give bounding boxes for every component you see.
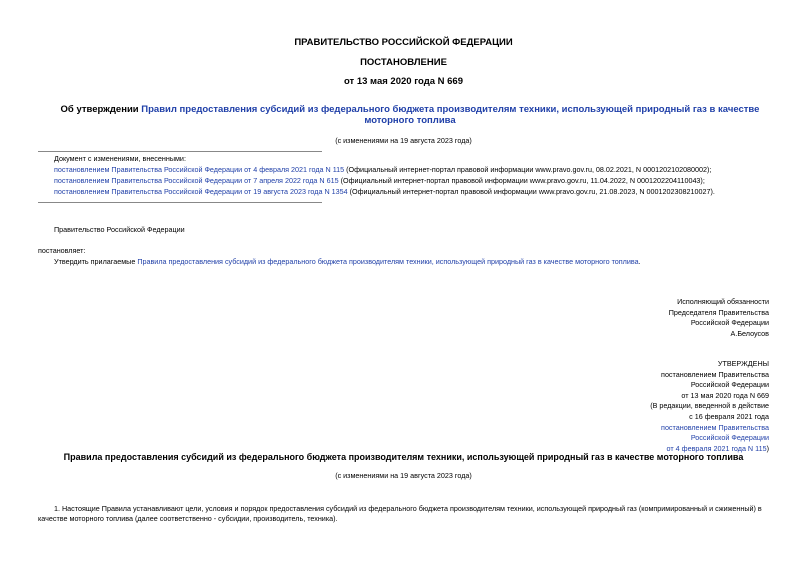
amendment-item — [54, 176, 705, 186]
signature-line: Исполняющий обязанности — [677, 297, 769, 306]
changes-note: (с изменениями на 19 августа 2023 года) — [335, 136, 472, 145]
paragraph-1-line-1: 1. Настоящие Правила устанавливают цели, условия и порядок предоставления субсидий из федерального бюджета производителям техники, использующей природный газ (компримированный и сжиженный) в — [54, 504, 762, 513]
amendment-item — [54, 165, 711, 175]
document-title — [60, 104, 760, 126]
signature-line: Председателя Правительства — [668, 307, 769, 317]
approved-line: от 13 мая 2020 года N 669 — [681, 390, 769, 400]
amendment-source: (Официальный интернет-портал правовой информации www.pravo.gov.ru, 08.02.2021, N 0001202102080002); — [344, 165, 712, 174]
approve-rules-link[interactable]: Правила предоставления субсидий из федерального бюджета производителям техники, использующей природный газ в качестве моторного топлива — [137, 257, 639, 266]
approved-link[interactable]: Российской Федерации — [690, 433, 769, 443]
amendment-source: (Официальный интернет-портал правовой информации www.pravo.gov.ru, 21.08.2023, N 0001202308210027). — [347, 187, 715, 196]
approved-heading: УТВЕРЖДЕНЫ — [717, 359, 769, 368]
approved-line: (В редакции, введенной в действие — [650, 401, 769, 411]
amendment-source: (Официальный интернет-портал правовой информации www.pravo.gov.ru, 11.04.2022, N 0001202204110043); — [338, 176, 705, 185]
amendment-link[interactable]: постановлением Правительства Российской Федерации от 4 февраля 2021 года N 115 — [54, 165, 345, 174]
approved-line: с 16 февраля 2021 года — [689, 411, 769, 421]
document-type: ПОСТАНОВЛЕНИЕ — [360, 57, 447, 68]
divider-top — [38, 151, 322, 152]
approved-close: ) — [766, 443, 769, 453]
amendment-item — [54, 187, 715, 197]
paragraph-1-line-2: качестве моторного топлива (далее соответственно - субсидии, производитель, техника). — [38, 514, 338, 523]
approved-line: Российской Федерации — [690, 380, 769, 390]
rules-title-link[interactable]: Правил предоставления субсидий из федерального бюджета производителям техники, использующей природный газ в качестве моторного топлива — [141, 104, 760, 126]
approved-line: постановлением Правительства — [661, 369, 769, 379]
document-title-prefix: Об утверждении — [60, 104, 142, 115]
signature-block — [669, 297, 769, 339]
signature-name: А.Белоусов — [730, 328, 769, 338]
amendment-link[interactable]: постановлением Правительства Российской Федерации от 7 апреля 2022 года N 615 — [54, 176, 339, 185]
approve-prefix: Утвердить прилагаемые — [54, 257, 138, 266]
divider-bottom — [38, 202, 322, 203]
approved-link[interactable]: постановлением Правительства — [661, 422, 769, 432]
amendments-intro: Документ с изменениями, внесенными: — [54, 154, 186, 163]
signature-line: Российской Федерации — [690, 318, 769, 328]
approved-block — [650, 359, 769, 454]
body-decrees: постановляет: — [38, 246, 86, 255]
amendment-link[interactable]: постановлением Правительства Российской Федерации от 19 августа 2023 года N 1354 — [54, 187, 348, 196]
approved-link[interactable]: от 4 февраля 2021 года N 115 — [666, 443, 767, 453]
approve-clause — [54, 257, 641, 267]
document-date: от 13 мая 2020 года N 669 — [343, 76, 464, 87]
government-heading: ПРАВИТЕЛЬСТВО РОССИЙСКОЙ ФЕДЕРАЦИИ — [294, 37, 513, 48]
rules-title: Правила предоставления субсидий из федерального бюджета производителям техники, использующей природный газ в качестве моторного топлива — [63, 452, 744, 462]
approve-suffix: . — [638, 257, 641, 266]
body-government: Правительство Российской Федерации — [54, 225, 185, 234]
rules-changes-note: (с изменениями на 19 августа 2023 года) — [335, 471, 472, 480]
